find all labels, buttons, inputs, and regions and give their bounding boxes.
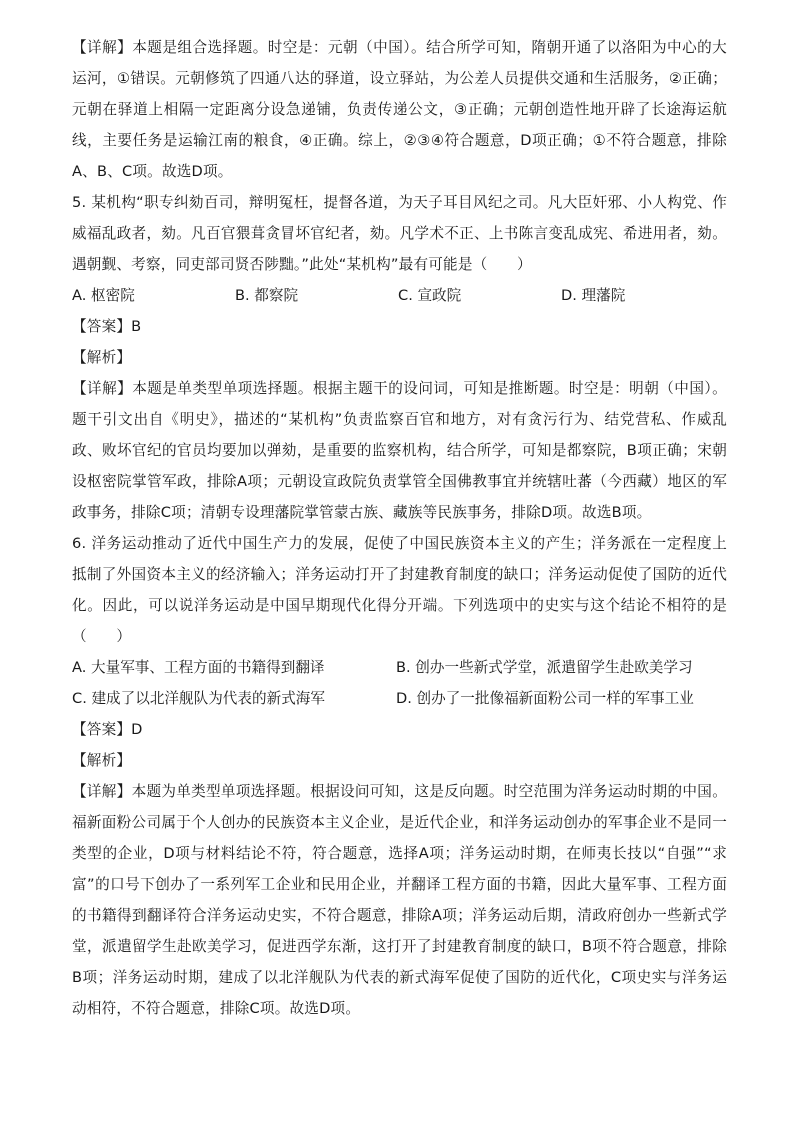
q6-stem: 6. 洋务运动推动了近代中国生产力的发展，促使了中国民族资本主义的产生；洋务派在一定程度上抵制了外国资本主义的经济输入；洋务运动打开了封建教育制度的缺口；洋务运动促使了国防的近代化。因此，可以说洋务运动是中国早期现代化得分开端。下列选项中的史实与这个结论不相符的是（ ） [72,535,727,645]
q5-detail-text: 本题是单类型单项选择题。根据主题干的设问词，可知是推断题。时空是：明朝（中国）。题干引文出自《明史》，描述的“某机构”负责监察百官和地方，对有贪污行为、结党营私、作威乱政、败坏官纪的官员均要加以弹劾，是重要的监察机构，结合所学，可知是都察院，B项正确；宋朝设枢密院掌管军政，排除A项；元朝设宣政院负责掌管全国佛教事宜并统辖吐蕃（今西藏）地区的军政事务，排除C项；清朝专设理藩院掌管蒙古族、藏族等民族事务，排除D项。故选B项。 [72,380,727,521]
q6-option-a: A. 大量军事、工程方面的书籍得到翻译 [72,659,325,676]
q4-detail-text: 本题是组合选择题。时空是：元朝（中国）。结合所学可知，隋朝开通了以洛阳为中心的大运河，①错误。元朝修筑了四通八达的驿道，设立驿站，为公差人员提供交通和生活服务，②正确；元朝在驿道上相隔一定距离分设急递铺，负责传递公文，③正确；元朝创造性地开辟了长途海运航线，主要任务是运输江南的粮食，④正确。综上，②③④符合题意，D项正确；①不符合题意，排除A、B、C项。故选D项。 [72,39,727,180]
q6-options-row-1 [72,652,727,683]
q4-detail-label: 【详解】 [72,39,133,56]
q4-detail-paragraph [72,32,727,187]
q6-options-row-2 [72,683,727,714]
q5-stem: 5. 某机构“职专纠劾百司，辩明冤枉，提督各道，为天子耳目风纪之司。凡大臣奸邪、小人构党、作威福乱政者，劾。凡百官猥葺贪冒坏官纪者，劾。凡学术不正、上书陈言变乱成宪、希进用者，劾。遇朝觐、考察，同吏部司贤否陟黜。”此处“某机构”最有可能是（ ） [72,194,727,273]
q6-answer: 【答案】D [72,721,143,738]
q6-option-d: D. 创办了一批像福新面粉公司一样的军事工业 [396,690,694,707]
q5-detail-paragraph [72,373,727,528]
q5-option-c: C. 宣政院 [398,287,462,304]
q5-option-d: D. 理藩院 [561,287,626,304]
q6-analysis-label: 【解析】 [72,752,132,769]
q5-analysis-label: 【解析】 [72,349,132,366]
q6-detail-text: 本题为单类型单项选择题。根据设问可知，这是反向题。时空范围为洋务运动时期的中国。福新面粉公司属于个人创办的民族资本主义企业，是近代企业，和洋务运动创办的军事企业不是同一类型的企业，D项与材料结论不符，符合题意，选择A项；洋务运动时期，在师夷长技以“自强”“求富”的口号下创办了一系列军工企业和民用企业，并翻译工程方面的书籍，因此大量军事、工程方面的书籍得到翻译符合洋务运动史实，不符合题意，排除A项；洋务运动后期，清政府创办一些新式学堂，派遣留学生赴欧美学习，促进西学东渐，这打开了封建教育制度的缺口，B项不符合题意，排除B项；洋务运动时期，建成了以北洋舰队为代表的新式海军促使了国防的近代化，C项史实与洋务运动相符，不符合题意，排除C项。故选D项。 [72,783,727,1017]
q5-answer: 【答案】B [72,318,142,335]
q5-option-b: B. 都察院 [235,287,299,304]
q5-options [72,280,727,311]
q6-detail-label: 【详解】 [72,783,132,800]
document-page [72,32,727,1024]
q6-option-c: C. 建成了以北洋舰队为代表的新式海军 [72,690,325,707]
q6-option-b: B. 创办一些新式学堂，派遣留学生赴欧美学习 [396,659,693,676]
q5-option-a: A. 枢密院 [72,287,135,304]
q5-detail-label: 【详解】 [72,380,133,397]
q6-detail-paragraph [72,776,727,1024]
